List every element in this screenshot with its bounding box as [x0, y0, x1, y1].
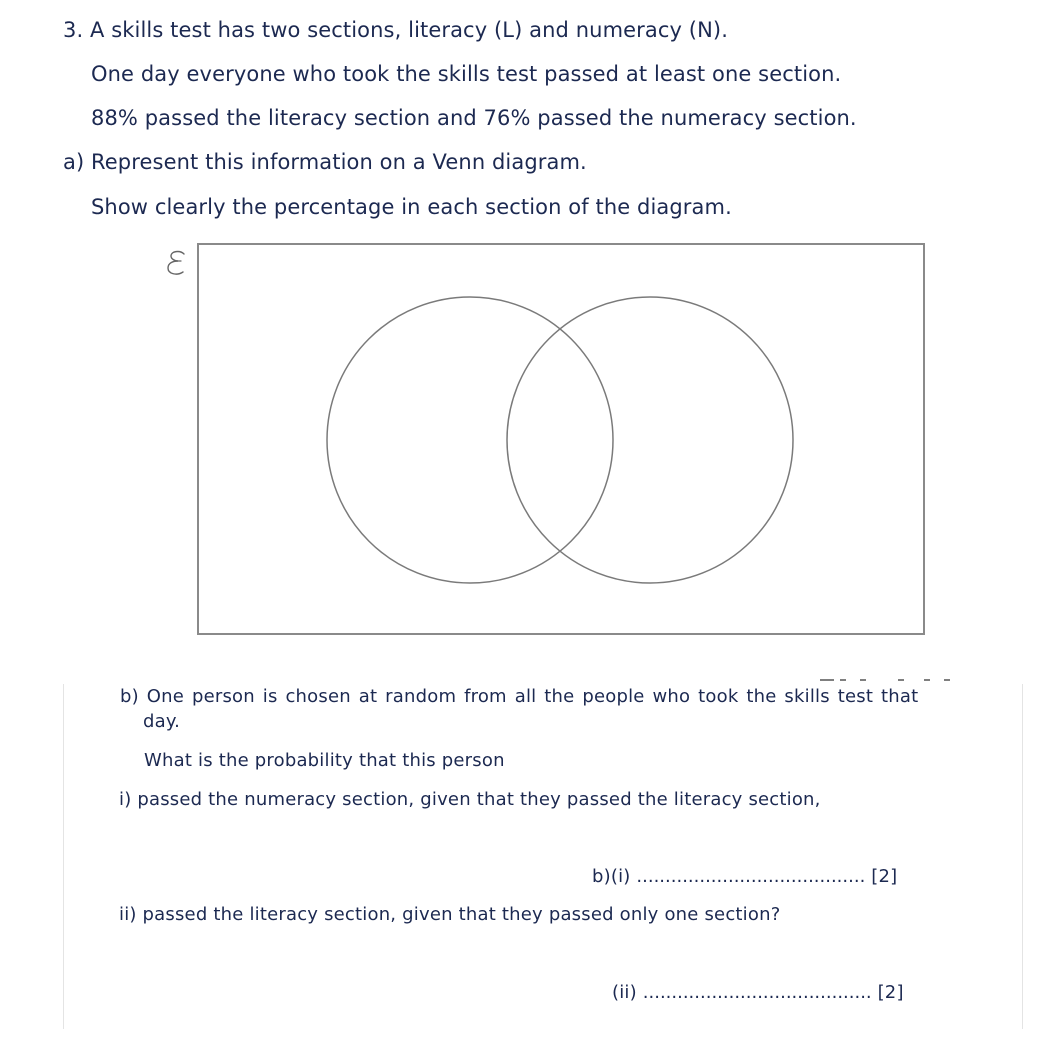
part-b-i-answer-label: b)(i)	[592, 866, 631, 887]
part-b-ii-marks: [2]	[877, 982, 904, 1003]
part-b-intro: b) One person is chosen at random from all the people who took the skills test that	[120, 686, 919, 707]
venn-diagram	[197, 243, 925, 635]
venn-circle-literacy	[327, 297, 613, 583]
part-b-ii-question: ii) passed the literacy section, given that they passed only one section?	[119, 904, 781, 925]
part-b-ii-answer-field[interactable]: ........................................	[642, 982, 872, 1003]
part-b-ii-answer-label: (ii)	[612, 982, 637, 1003]
question-stem: 3. A skills test has two sections, literacy (L) and numeracy (N).	[63, 18, 728, 42]
part-a-instruction: a) Represent this information on a Venn diagram.	[63, 150, 587, 174]
part-b-i-answer-field[interactable]: ........................................	[636, 866, 866, 887]
part-b-i-marks: [2]	[871, 866, 898, 887]
part-b-prompt: What is the probability that this person	[144, 750, 505, 771]
part-b-i-answer-line	[592, 868, 897, 886]
part-a-subinstruction: Show clearly the percentage in each section of the diagram.	[91, 195, 732, 219]
question-percentages: 88% passed the literacy section and 76% passed the numeracy section.	[91, 106, 857, 130]
part-b-panel	[63, 684, 1023, 1029]
part-b-ii-answer-line	[612, 984, 904, 1002]
question-condition: One day everyone who took the skills test passed at least one section.	[91, 62, 842, 86]
universal-set-icon	[163, 249, 189, 279]
scan-artifact	[820, 678, 950, 682]
part-b-i-question: i) passed the numeracy section, given that they passed the literacy section,	[119, 789, 821, 810]
part-b-intro-continued: day.	[143, 711, 181, 732]
venn-circle-numeracy	[507, 297, 793, 583]
